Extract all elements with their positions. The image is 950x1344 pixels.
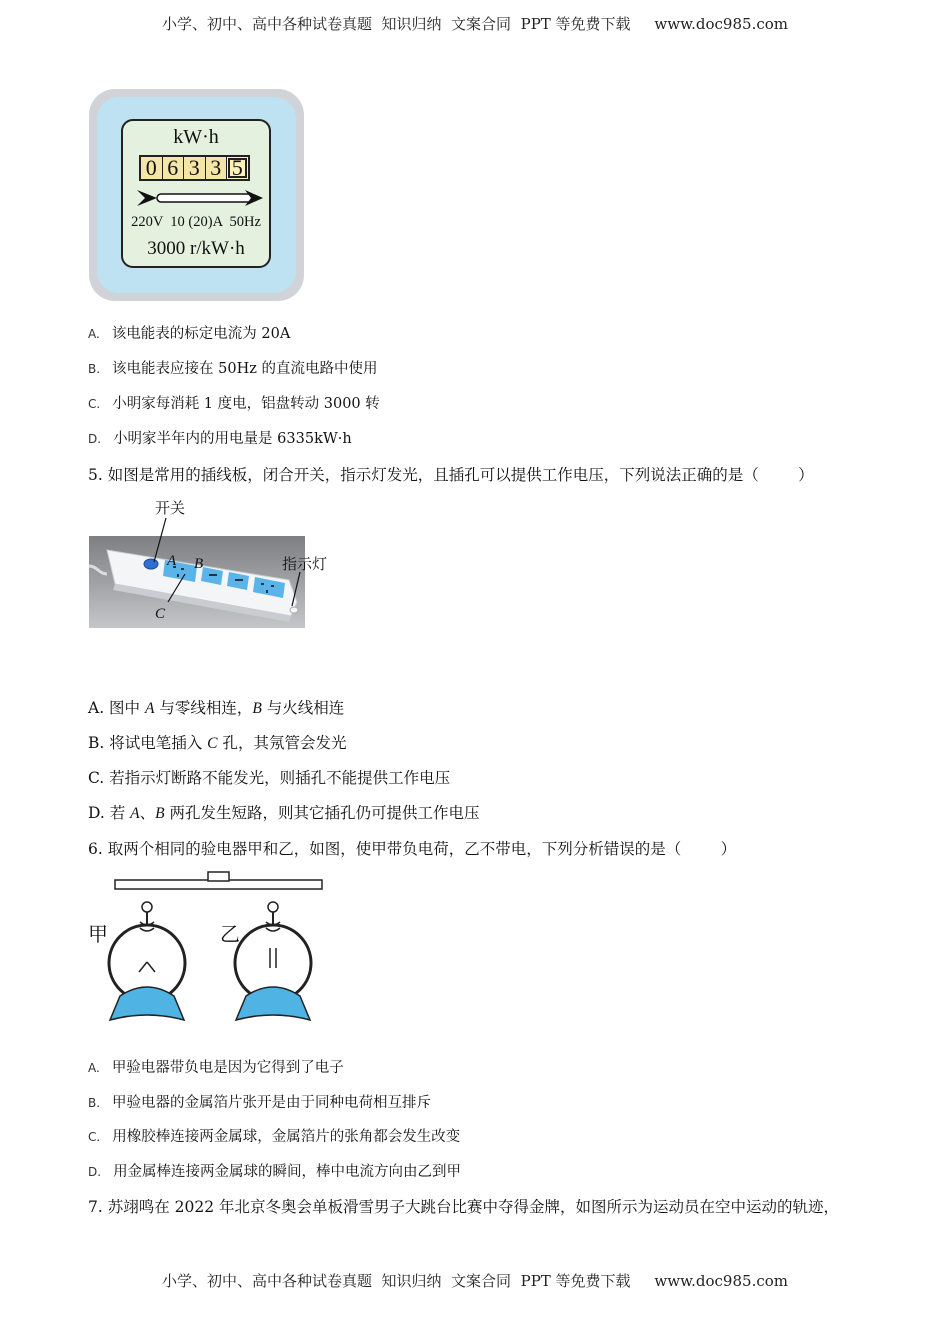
option-label: B. [88, 1096, 101, 1110]
socket-letter-c: C [155, 606, 166, 622]
option-text: 、 [139, 804, 156, 822]
option-text: 小明家半年内的用电量是 6335kW·h [113, 431, 352, 447]
electroscope-yi-label: 乙 [220, 922, 240, 946]
option-variable: B [155, 805, 165, 822]
q5-option-c [88, 768, 450, 788]
electroscope-drawing [86, 868, 326, 1028]
q7-stem: 7. 苏翊鸣在 2022 年北京冬奥会单板滑雪男子大跳台比赛中夺得金牌，如图所示为运动员在空中运动的轨迹， [88, 1198, 840, 1216]
option-variable: B [252, 700, 262, 717]
q5-option-b [88, 733, 346, 754]
meter-revolutions-label: 3000 r/kW·h [147, 238, 245, 259]
option-text: 用金属棒连接两金属球的瞬间，棒中电流方向由乙到甲 [113, 1164, 462, 1180]
option-text: 用橡胶棒连接两金属球，金属箔片的张角都会发生改变 [112, 1129, 461, 1145]
option-variable: A [144, 700, 155, 717]
q6-option-a [88, 1058, 344, 1078]
option-text: 甲验电器的金属箔片张开是由于同种电荷相互排斥 [112, 1095, 432, 1111]
option-label: D. [88, 432, 102, 446]
q4-option-b [88, 359, 378, 379]
option-text: 与零线相连， [154, 699, 253, 717]
option-text: 该电能表的标定电流为 20A [111, 326, 291, 342]
option-text: B. 将试电笔插入 [88, 734, 208, 752]
option-label: A. [88, 1061, 100, 1075]
page-header: 小学、初中、高中各种试卷真题 知识归纳 文案合同 PPT 等免费下载 www.doc985.com [161, 15, 788, 33]
q6-stem: 6. 取两个相同的验电器甲和乙，如图，使甲带负电荷，乙不带电，下列分析错误的是（ ） [88, 840, 737, 858]
indicator-light-label: 指示灯 [282, 555, 328, 573]
meter-digit: 6 [163, 157, 185, 179]
q6-option-d [88, 1162, 461, 1182]
option-label: D. [88, 1165, 102, 1179]
socket-letter-a: A [167, 553, 177, 569]
option-label: C. [88, 397, 101, 411]
page-footer: 小学、初中、高中各种试卷真题 知识归纳 文案合同 PPT 等免费下载 www.doc985.com [161, 1272, 788, 1290]
socket-letter-b: B [194, 556, 204, 572]
option-text: A. 图中 [88, 699, 145, 717]
meter-counter [139, 155, 250, 181]
option-text: 孔，其氖管会发光 [217, 734, 347, 752]
meter-digit: 0 [141, 157, 163, 179]
option-variable: C [207, 735, 218, 752]
option-text: 两孔发生短路，则其它插孔仍可提供工作电压 [164, 804, 480, 822]
meter-disc-arrow-icon [135, 186, 265, 210]
q5-option-a [88, 698, 344, 719]
option-text: 小明家每消耗 1 度电，铝盘转动 3000 转 [112, 396, 380, 412]
q5-option-d [88, 803, 480, 824]
option-text: 甲验电器带负电是因为它得到了电子 [111, 1060, 344, 1076]
meter-digit: 3 [184, 157, 206, 179]
switch-label: 开关 [155, 499, 186, 517]
meter-digit: 3 [206, 157, 228, 179]
option-text: C. 若指示灯断路不能发光，则插孔不能提供工作电压 [88, 769, 451, 787]
electroscope-jia-label: 甲 [88, 922, 108, 946]
q4-option-c [88, 394, 380, 414]
q5-stem: 5. 如图是常用的插线板，闭合开关，指示灯发光，且插孔可以提供工作电压，下列说法正确的是（ ） [88, 466, 814, 484]
meter-spec-label: 220V 10 (20)A 50Hz [131, 214, 261, 230]
option-text: 与火线相连 [261, 699, 345, 717]
q6-option-c [88, 1127, 460, 1147]
option-label: A. [88, 327, 100, 341]
option-label: C. [88, 1130, 101, 1144]
meter-digit-decimal: 5 [227, 157, 248, 179]
meter-unit-label: kW·h [173, 126, 219, 148]
option-text: D. 若 [88, 804, 131, 822]
option-text: 该电能表应接在 50Hz 的直流电路中使用 [112, 361, 378, 377]
option-label: B. [88, 362, 101, 376]
q4-option-a [88, 324, 290, 344]
q6-option-b [88, 1093, 431, 1113]
option-variable: A [130, 805, 140, 822]
q4-option-d [88, 429, 352, 449]
